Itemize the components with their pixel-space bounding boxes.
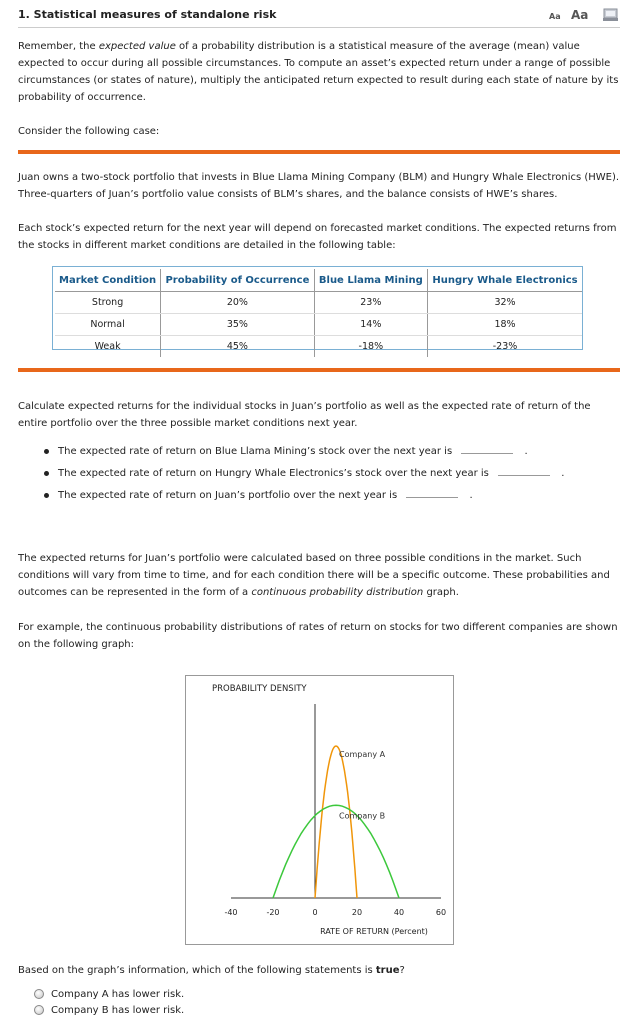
case-paragraph: Juan owns a two-stock portfolio that invests in Blue Llama Mining Company (BLM) and Hungry Whale Electronics (HWE). Three-quarters of Juan’s portfolio value consists of BLM’s shares, and the balance consists of HWE’s shares. xyxy=(18,172,620,200)
option-company-b[interactable] xyxy=(34,1004,184,1020)
x-tick-label: 20 xyxy=(351,908,363,917)
col-blue-llama: Blue Llama Mining xyxy=(314,269,427,292)
case-divider-bottom xyxy=(18,368,620,372)
table-row: Weak 45% -18% -23% xyxy=(55,336,582,358)
table-intro: Each stock’s expected return for the next year will depend on forecasted market conditions. The expected returns from the stocks in different market conditions are detailed in the following table: xyxy=(18,223,617,251)
col-hungry-whale: Hungry Whale Electronics xyxy=(428,269,582,292)
list-item: The expected rate of return on Juan’s portfolio over the next year is . xyxy=(36,487,564,509)
x-tick-label: 0 xyxy=(312,908,318,917)
option-label: Company A has lower risk. xyxy=(51,989,185,1000)
continuous-distribution-term: continuous probability distribution xyxy=(251,587,424,598)
table-row: Strong 20% 23% 32% xyxy=(55,292,582,314)
header-divider xyxy=(18,27,620,28)
list-item: The expected rate of return on Hungry Whale Electronics’s stock over the next year is . xyxy=(36,465,564,487)
hwe-return-input[interactable] xyxy=(498,465,550,476)
example-paragraph: For example, the continuous probability distributions of rates of return on stocks for two different companies are shown on the following graph: xyxy=(18,622,618,650)
decrease-font-button[interactable]: Aa xyxy=(549,12,561,21)
returns-table xyxy=(52,266,583,350)
col-probability: Probability of Occurrence xyxy=(161,269,314,292)
print-icon[interactable] xyxy=(603,8,619,22)
case-divider-top xyxy=(18,150,620,154)
blm-return-input[interactable] xyxy=(461,443,513,454)
table-row: Normal 35% 14% 18% xyxy=(55,314,582,336)
list-item: The expected rate of return on Blue Llama Mining’s stock over the next year is . xyxy=(36,443,564,465)
y-axis-label: PROBABILITY DENSITY xyxy=(212,684,307,694)
col-market-condition: Market Condition xyxy=(55,269,161,292)
table-header-row xyxy=(55,269,582,292)
radio-button[interactable] xyxy=(34,1005,44,1015)
question-title: 1. Statistical measures of standalone risk xyxy=(18,8,277,21)
x-tick-label: -20 xyxy=(266,908,280,917)
distribution-paragraph: The expected returns for Juan’s portfolio were calculated based on three possible conditions in the market. Such conditions will vary from time to time, and for each condition there will be a specific outcome. These probabilities and outcomes can be represented in the form of a continuous probability distribution graph. xyxy=(18,553,610,598)
question-header xyxy=(18,8,621,24)
radio-button[interactable] xyxy=(34,989,44,999)
questions-intro: Calculate expected returns for the individual stocks in Juan’s portfolio as well as the expected rate of return of the entire portfolio over the three possible market conditions next year. xyxy=(18,401,591,429)
increase-font-button[interactable]: Aa xyxy=(571,8,589,22)
x-axis-label: RATE OF RETURN (Percent) xyxy=(320,927,428,936)
question-list xyxy=(36,443,564,509)
mcq-question: Based on the graph’s information, which of the following statements is true? xyxy=(18,965,405,976)
intro-paragraph: Remember, the expected value of a probability distribution is a statistical measure of the average (mean) value expected to occur during all possible circumstances. To compute an asset’s expected return under a range of possible circumstances (or states of nature), multiply the anticipated return expected to result during each state of nature by its probability of occurrence. xyxy=(18,41,619,103)
chart-svg xyxy=(186,676,453,944)
true-keyword: true xyxy=(375,965,400,976)
series-curve-a xyxy=(315,746,357,898)
x-tick-label: -40 xyxy=(224,908,238,917)
series-label-a: Company A xyxy=(339,750,386,759)
distribution-chart xyxy=(185,675,454,945)
option-label: Company B has lower risk. xyxy=(51,1005,185,1016)
consider-text: Consider the following case: xyxy=(18,126,160,137)
x-tick-label: 60 xyxy=(435,908,447,917)
option-company-a[interactable] xyxy=(34,988,184,1004)
portfolio-return-input[interactable] xyxy=(406,487,458,498)
x-tick-label: 40 xyxy=(393,908,405,917)
series-label-b: Company B xyxy=(339,811,386,821)
expected-value-term: expected value xyxy=(98,41,176,52)
